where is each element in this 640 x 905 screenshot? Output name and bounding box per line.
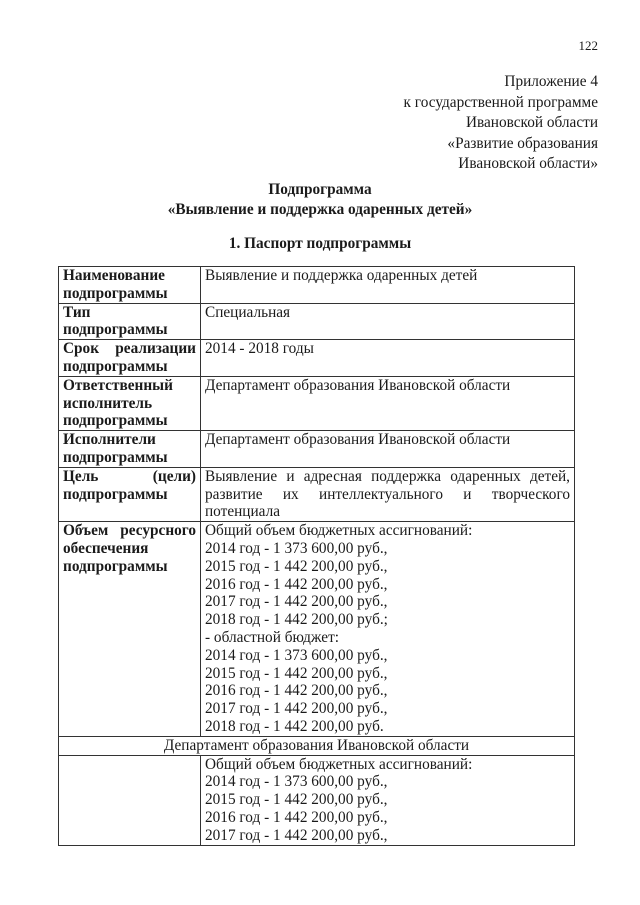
value-line: Выявление и поддержка одаренных детей xyxy=(205,267,478,284)
row-label xyxy=(59,340,201,377)
value-line: 2018 год - 1 442 200,00 руб. xyxy=(205,717,384,735)
table-row xyxy=(59,755,575,845)
row-label xyxy=(59,303,201,340)
label-line: Ответственный xyxy=(63,376,173,394)
table-row xyxy=(59,303,575,340)
label-line: Тип xyxy=(63,303,91,321)
value-line: 2017 год - 1 442 200,00 руб., xyxy=(205,593,388,611)
label-line: подпрограммы xyxy=(63,284,168,302)
row-value xyxy=(201,431,575,468)
label-line: Цель (цели) xyxy=(63,467,196,485)
page-number: 122 xyxy=(578,38,598,53)
value-line: 2016 год - 1 442 200,00 руб., xyxy=(205,682,388,700)
row-value xyxy=(201,376,575,430)
row-value xyxy=(201,303,575,340)
value-line: 2014 - 2018 годы xyxy=(205,340,314,358)
appendix-line: Ивановской области xyxy=(465,114,598,132)
value-line: 2015 год - 1 442 200,00 руб., xyxy=(205,791,388,809)
value-line: развитие их интеллектуального и творческого xyxy=(205,485,570,503)
table-row xyxy=(59,376,575,430)
value-line: - областной бюджет: xyxy=(205,628,340,646)
label-line: Срок реализации xyxy=(63,340,196,358)
value-line: 2016 год - 1 442 200,00 руб., xyxy=(205,575,388,593)
table-row xyxy=(59,467,575,521)
subprogram-heading: Подпрограмма xyxy=(268,181,372,198)
value-line: Выявление и адресная поддержка одаренных детей, xyxy=(205,467,570,485)
value-line: 2016 год - 1 442 200,00 руб., xyxy=(205,808,388,826)
row-value xyxy=(201,755,575,845)
value-line: Департамент образования Ивановской области xyxy=(205,431,511,449)
row-label xyxy=(59,467,201,521)
table-row xyxy=(59,522,575,737)
value-line: потенциала xyxy=(205,503,281,521)
department-row: Департамент образования Ивановской области xyxy=(59,736,575,755)
value-line: 2014 год - 1 373 600,00 руб., xyxy=(205,539,388,557)
label-line: подпрограммы xyxy=(63,357,168,375)
row-value xyxy=(201,522,575,737)
label-line: подпрограммы xyxy=(63,485,168,503)
value-line: Общий объем бюджетных ассигнований: xyxy=(205,522,473,540)
value-line: 2017 год - 1 442 200,00 руб., xyxy=(205,700,388,718)
value-line: Департамент образования Ивановской области xyxy=(205,376,511,394)
row-label xyxy=(59,431,201,468)
appendix-line: Приложение 4 xyxy=(504,73,598,90)
label-line: подпрограммы xyxy=(63,412,168,430)
value-line: 2018 год - 1 442 200,00 руб.; xyxy=(205,611,388,629)
appendix-line: «Развитие образования xyxy=(447,134,598,152)
row-label xyxy=(59,376,201,430)
label-line: подпрограммы xyxy=(63,557,168,575)
value-line: Общий объем бюджетных ассигнований: xyxy=(205,755,473,773)
appendix-line: Ивановской области» xyxy=(458,155,598,173)
row-value xyxy=(201,340,575,377)
value-line: 2014 год - 1 373 600,00 руб., xyxy=(205,773,388,791)
label-line: подпрограммы xyxy=(63,321,168,339)
label-line: исполнитель xyxy=(63,394,153,412)
table-row xyxy=(59,340,575,377)
passport-table xyxy=(58,266,575,846)
table-row xyxy=(59,431,575,468)
appendix-line: к государственной программе xyxy=(403,93,598,111)
appendix-note xyxy=(278,72,598,175)
section-title: 1. Паспорт подпрограммы xyxy=(228,235,412,252)
table-row xyxy=(59,736,575,755)
row-value xyxy=(201,467,575,521)
subprogram-name: «Выявление и поддержка одаренных детей» xyxy=(167,201,473,218)
label-line: Исполнители xyxy=(63,431,156,449)
label-line: подпрограммы xyxy=(63,448,168,466)
row-value xyxy=(201,267,575,304)
value-line: Специальная xyxy=(205,303,291,321)
table-row xyxy=(59,267,575,304)
label-line: Объем ресурсного xyxy=(63,522,196,540)
row-label xyxy=(59,522,201,737)
label-line: обеспечения xyxy=(63,539,149,557)
value-line: 2014 год - 1 373 600,00 руб., xyxy=(205,646,388,664)
label-line: Наименование xyxy=(63,267,165,284)
row-label xyxy=(59,267,201,304)
value-line: 2015 год - 1 442 200,00 руб., xyxy=(205,557,388,575)
value-line: 2017 год - 1 442 200,00 руб., xyxy=(205,826,388,844)
value-line: 2015 год - 1 442 200,00 руб., xyxy=(205,664,388,682)
row-label xyxy=(59,755,201,845)
